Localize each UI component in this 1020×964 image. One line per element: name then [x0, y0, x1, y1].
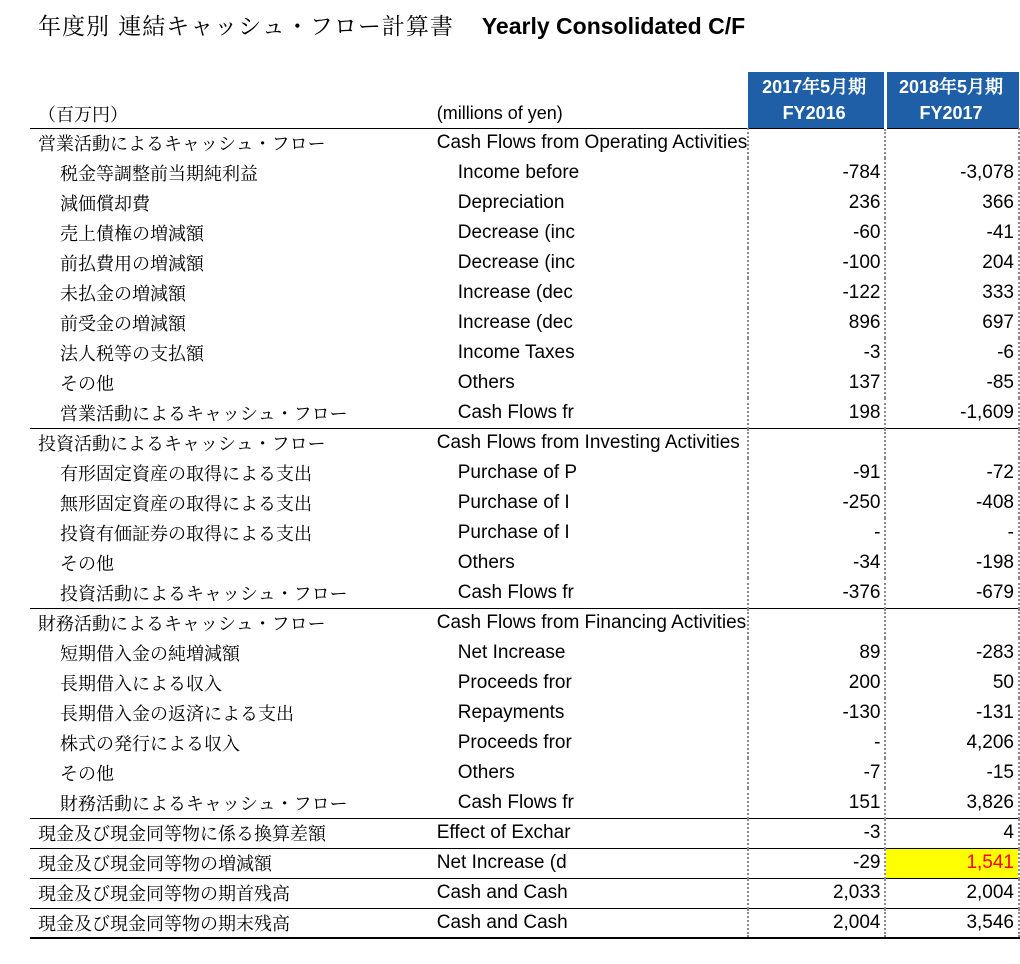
value-fy2017: -85 — [885, 368, 1019, 398]
row-label-en: Cash Flows fr — [457, 791, 574, 813]
value-fy2017: 3,546 — [885, 908, 1019, 938]
col-fy2017-period: 2018年5月期 — [885, 72, 1019, 100]
value-fy2017: -131 — [885, 698, 1019, 728]
row-label-ja: 財務活動によるキャッシュ・フロー — [60, 793, 348, 815]
row-label-en: Cash Flows from Investing Activities — [433, 428, 748, 458]
value-fy2017: -1,609 — [885, 398, 1019, 428]
value-fy2016: -34 — [748, 548, 885, 578]
table-row — [30, 368, 1019, 398]
row-label-ja: 短期借入金の純増減額 — [60, 644, 240, 665]
row-label-ja: 長期借入金の返済による支出 — [60, 704, 294, 725]
section-row — [30, 128, 1019, 158]
value-fy2016: - — [748, 728, 885, 758]
value-fy2017: 204 — [885, 248, 1019, 278]
row-label-ja: 財務活動によるキャッシュ・フロー — [30, 608, 433, 638]
row-label-en: Net Increase (d — [433, 848, 748, 878]
value-fy2017: -72 — [885, 458, 1019, 488]
row-label-en: Decrease (inc — [457, 252, 575, 273]
cash-flow-table — [30, 72, 1020, 939]
section-row — [30, 608, 1019, 638]
value-fy2017: -283 — [885, 638, 1019, 668]
row-label-en: Cash Flows from Financing Activities — [433, 608, 748, 638]
value-fy2017: 2,004 — [885, 878, 1019, 908]
table-row — [30, 758, 1019, 788]
row-label-ja: 株式の発行による収入 — [60, 734, 240, 755]
row-label-ja: 売上債権の増減額 — [60, 224, 204, 245]
row-label-en: Net Increase — [457, 642, 566, 663]
row-label-en: Purchase of P — [457, 462, 578, 483]
header-row-2 — [30, 100, 1019, 128]
row-label-ja: 未払金の増減額 — [60, 284, 186, 305]
row-label-en: Cash and Cash — [433, 878, 748, 908]
row-label-en: Others — [457, 762, 515, 783]
row-label-ja: 有形固定資産の取得による支出 — [60, 464, 312, 485]
title-ja: 年度別 連結キャッシュ・フロー計算書 — [38, 14, 454, 40]
row-label-ja: 投資活動によるキャッシュ・フロー — [30, 428, 433, 458]
row-label-ja: 無形固定資産の取得による支出 — [60, 494, 312, 515]
table-row — [30, 278, 1019, 308]
total-row — [30, 818, 1019, 848]
value-fy2017: 3,826 — [885, 788, 1019, 818]
table-row — [30, 338, 1019, 368]
value-fy2017 — [885, 428, 1019, 458]
row-label-ja: 営業活動によるキャッシュ・フロー — [30, 128, 433, 158]
value-fy2016: -3 — [748, 338, 885, 368]
row-label-en: Proceeds fror — [457, 732, 572, 753]
value-fy2016: -100 — [748, 248, 885, 278]
value-fy2016: -122 — [748, 278, 885, 308]
row-label-en: Increase (dec — [457, 312, 573, 333]
row-label-ja: 現金及び現金同等物の増減額 — [30, 848, 433, 878]
value-fy2016: -7 — [748, 758, 885, 788]
table-row — [30, 248, 1019, 278]
value-fy2017: 4,206 — [885, 728, 1019, 758]
value-fy2016: -130 — [748, 698, 885, 728]
section-row — [30, 428, 1019, 458]
value-fy2017: 697 — [885, 308, 1019, 338]
row-label-ja: 現金及び現金同等物の期首残高 — [30, 878, 433, 908]
table-row — [30, 308, 1019, 338]
table-row — [30, 548, 1019, 578]
row-label-en: Cash Flows fr — [457, 401, 574, 423]
table-row — [30, 188, 1019, 218]
value-fy2016: 89 — [748, 638, 885, 668]
value-fy2016: -91 — [748, 458, 885, 488]
table-row — [30, 488, 1019, 518]
value-fy2017: 4 — [885, 818, 1019, 848]
value-fy2016: 200 — [748, 668, 885, 698]
value-fy2016 — [748, 428, 885, 458]
table-row — [30, 638, 1019, 668]
row-label-en: Cash Flows fr — [457, 581, 574, 603]
value-fy2016: -29 — [748, 848, 885, 878]
page-title — [38, 8, 745, 38]
row-label-en: Decrease (inc — [457, 222, 575, 243]
value-fy2017: 50 — [885, 668, 1019, 698]
row-label-en: Cash and Cash — [433, 908, 748, 938]
value-fy2017 — [885, 608, 1019, 638]
row-label-en: Proceeds fror — [457, 672, 572, 693]
row-label-ja: 投資活動によるキャッシュ・フロー — [60, 583, 348, 605]
value-fy2017 — [885, 128, 1019, 158]
row-label-en: Income before — [457, 162, 580, 183]
value-fy2017: 366 — [885, 188, 1019, 218]
table-row — [30, 518, 1019, 548]
row-label-ja: 長期借入による収入 — [60, 674, 222, 695]
total-row — [30, 848, 1019, 878]
row-label-ja: 現金及び現金同等物に係る換算差額 — [30, 818, 433, 848]
value-fy2016: -3 — [748, 818, 885, 848]
value-fy2017: -15 — [885, 758, 1019, 788]
value-fy2016: -60 — [748, 218, 885, 248]
value-fy2017: - — [885, 518, 1019, 548]
value-fy2017: -408 — [885, 488, 1019, 518]
row-label-en: Purchase of I — [457, 492, 570, 513]
value-fy2016 — [748, 128, 885, 158]
row-label-en: Increase (dec — [457, 282, 573, 303]
value-fy2017: -41 — [885, 218, 1019, 248]
title-en: Yearly Consolidated C/F — [481, 13, 746, 39]
row-label-en: Effect of Exchar — [433, 818, 748, 848]
row-label-en: Cash Flows from Operating Activities — [433, 128, 748, 158]
value-fy2016: 137 — [748, 368, 885, 398]
value-fy2016 — [748, 608, 885, 638]
row-label-ja: 投資有価証券の取得による支出 — [60, 524, 312, 545]
unit-label-en: (millions of yen) — [436, 103, 563, 124]
value-fy2017: -3,078 — [885, 158, 1019, 188]
value-fy2017: -679 — [885, 578, 1019, 608]
value-fy2016: 236 — [748, 188, 885, 218]
row-label-ja: その他 — [60, 764, 114, 785]
row-label-en: Depreciation — [457, 192, 565, 213]
value-fy2016: 896 — [748, 308, 885, 338]
value-fy2016: 151 — [748, 788, 885, 818]
table-row — [30, 698, 1019, 728]
row-label-en: Repayments — [457, 702, 565, 723]
table-row — [30, 398, 1019, 428]
row-label-ja: その他 — [60, 554, 114, 575]
table-row — [30, 458, 1019, 488]
header-row-1 — [30, 72, 1019, 100]
value-fy2016: 2,033 — [748, 878, 885, 908]
value-fy2017: 1,541 — [885, 848, 1019, 878]
table-row — [30, 578, 1019, 608]
table-row — [30, 728, 1019, 758]
table-row — [30, 668, 1019, 698]
row-label-ja: その他 — [60, 374, 114, 395]
col-fy2017-label: FY2017 — [885, 100, 1019, 128]
table-row — [30, 788, 1019, 818]
row-label-ja: 前受金の増減額 — [60, 314, 186, 335]
total-row — [30, 878, 1019, 908]
value-fy2016: -784 — [748, 158, 885, 188]
value-fy2016: 2,004 — [748, 908, 885, 938]
value-fy2017: 333 — [885, 278, 1019, 308]
col-fy2016-period: 2017年5月期 — [748, 72, 885, 100]
row-label-ja: 営業活動によるキャッシュ・フロー — [60, 403, 348, 425]
row-label-en: Purchase of I — [457, 522, 570, 543]
value-fy2016: -250 — [748, 488, 885, 518]
total-row — [30, 908, 1019, 938]
row-label-ja: 法人税等の支払額 — [60, 344, 204, 365]
value-fy2017: -198 — [885, 548, 1019, 578]
table-row — [30, 158, 1019, 188]
value-fy2016: - — [748, 518, 885, 548]
row-label-ja: 前払費用の増減額 — [60, 254, 204, 275]
row-label-en: Income Taxes — [457, 342, 575, 363]
unit-label-ja: （百万円） — [38, 104, 128, 126]
table-row — [30, 218, 1019, 248]
value-fy2016: 198 — [748, 398, 885, 428]
row-label-ja: 税金等調整前当期純利益 — [60, 164, 258, 185]
value-fy2017: -6 — [885, 338, 1019, 368]
row-label-en: Others — [457, 372, 515, 393]
row-label-ja: 現金及び現金同等物の期末残高 — [30, 908, 433, 938]
row-label-en: Others — [457, 552, 515, 573]
col-fy2016-label: FY2016 — [748, 100, 885, 128]
row-label-ja: 減価償却費 — [60, 194, 150, 215]
value-fy2016: -376 — [748, 578, 885, 608]
